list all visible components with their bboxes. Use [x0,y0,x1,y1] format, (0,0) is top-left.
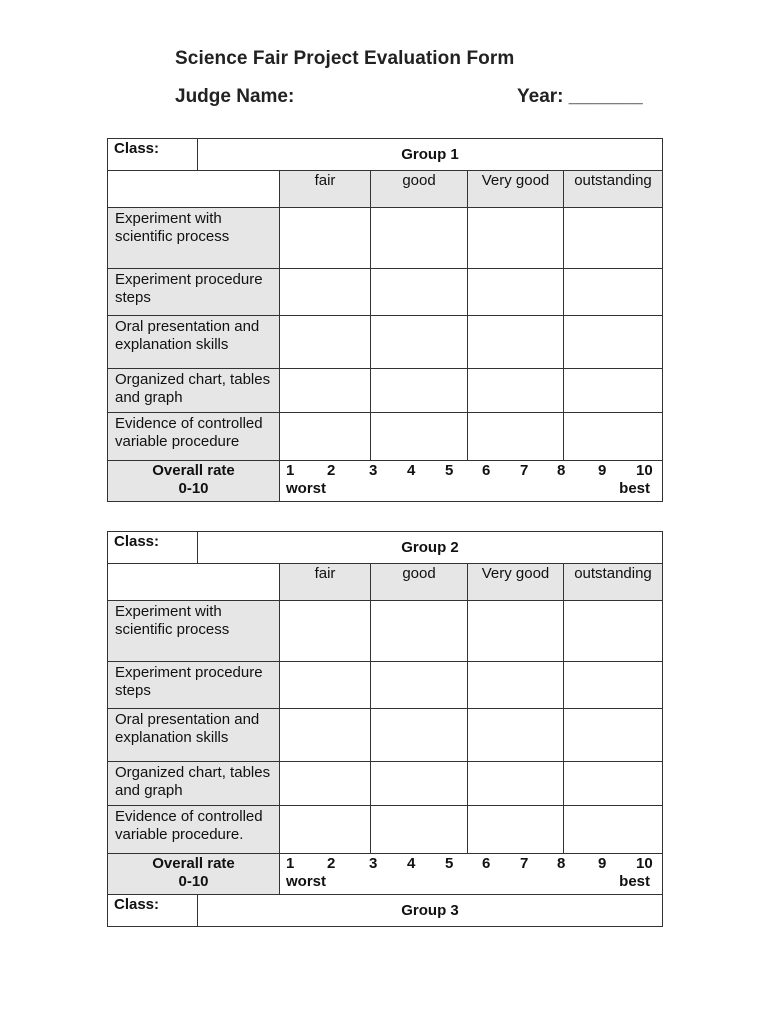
criterion-label: Experiment procedure steps [108,269,280,316]
score-cell[interactable] [564,662,663,709]
judge-name-label: Judge Name: [175,86,295,107]
scale-number: 7 [520,462,529,479]
score-cell[interactable] [468,369,564,413]
score-cell[interactable] [371,806,468,854]
group-1-evaluation-table [107,138,663,502]
overall-rate-scale[interactable] [280,854,663,895]
score-cell[interactable] [280,762,371,806]
year-label: Year: _______ [517,86,643,107]
class-label: Class: [108,532,198,564]
scale-number: 1 [286,462,295,479]
scale-number: 2 [327,462,336,479]
score-cell[interactable] [280,662,371,709]
rating-fair-header: fair [280,564,371,601]
score-cell[interactable] [564,208,663,269]
criterion-label: Organized chart, tables and graph [108,369,280,413]
criterion-label: Evidence of controlled variable procedure. [108,806,280,854]
scale-number: 2 [327,855,336,872]
score-cell[interactable] [468,413,564,461]
criterion-label: Organized chart, tables and graph [108,762,280,806]
scale-best-label: best [619,480,650,497]
scale-worst-label: worst [286,873,327,890]
score-cell[interactable] [468,601,564,662]
scale-number: 4 [407,462,416,479]
rating-good-header: good [371,171,468,208]
criterion-label: Evidence of controlled variable procedure [108,413,280,461]
score-cell[interactable] [564,601,663,662]
score-cell[interactable] [564,269,663,316]
scale-number: 4 [407,855,416,872]
score-cell[interactable] [371,316,468,369]
rating-fair-header: fair [280,171,371,208]
scale-number: 6 [482,462,491,479]
score-cell[interactable] [564,369,663,413]
blank-header-cell [108,171,280,208]
class-label: Class: [108,139,198,171]
overall-rate-label: Overall rate 0-10 [108,461,280,502]
score-cell[interactable] [468,316,564,369]
score-cell[interactable] [564,709,663,762]
group-title: Group 1 [198,139,663,171]
scale-best-label: best [619,873,650,890]
rating-outstanding-header: outstanding [564,171,663,208]
scale-number: 5 [445,855,454,872]
criterion-label: Oral presentation and explanation skills [108,709,280,762]
score-cell[interactable] [468,269,564,316]
score-cell[interactable] [280,601,371,662]
rating-outstanding-header: outstanding [564,564,663,601]
scale-number: 6 [482,855,491,872]
criterion-label: Experiment with scientific process [108,601,280,662]
scale-number: 9 [598,462,607,479]
group-2-evaluation-table [107,531,663,927]
score-cell[interactable] [564,806,663,854]
score-cell[interactable] [371,601,468,662]
scale-number: 8 [557,462,566,479]
scale-number: 7 [520,855,529,872]
criterion-label: Experiment procedure steps [108,662,280,709]
scale-number: 9 [598,855,607,872]
blank-header-cell [108,564,280,601]
scale-number: 10 [636,855,653,872]
scale-number: 3 [369,855,378,872]
scale-number: 3 [369,462,378,479]
score-cell[interactable] [468,662,564,709]
rating-good-header: good [371,564,468,601]
group-title: Group 2 [198,532,663,564]
overall-rate-label: Overall rate 0-10 [108,854,280,895]
score-cell[interactable] [468,806,564,854]
score-cell[interactable] [280,369,371,413]
scale-number: 1 [286,855,295,872]
criterion-label: Experiment with scientific process [108,208,280,269]
score-cell[interactable] [371,413,468,461]
scale-worst-label: worst [286,480,327,497]
rating-very-good-header: Very good [468,171,564,208]
criterion-label: Oral presentation and explanation skills [108,316,280,369]
score-cell[interactable] [564,413,663,461]
class-label: Class: [108,895,198,927]
group-title: Group 3 [198,895,663,927]
score-cell[interactable] [371,369,468,413]
score-cell[interactable] [468,762,564,806]
overall-rate-scale[interactable] [280,461,663,502]
score-cell[interactable] [371,762,468,806]
score-cell[interactable] [371,269,468,316]
score-cell[interactable] [564,316,663,369]
score-cell[interactable] [280,413,371,461]
score-cell[interactable] [280,709,371,762]
score-cell[interactable] [280,269,371,316]
rating-very-good-header: Very good [468,564,564,601]
score-cell[interactable] [371,709,468,762]
score-cell[interactable] [564,762,663,806]
score-cell[interactable] [468,208,564,269]
scale-number: 8 [557,855,566,872]
scale-number: 5 [445,462,454,479]
scale-number: 10 [636,462,653,479]
score-cell[interactable] [280,806,371,854]
score-cell[interactable] [468,709,564,762]
score-cell[interactable] [280,208,371,269]
score-cell[interactable] [371,662,468,709]
score-cell[interactable] [280,316,371,369]
score-cell[interactable] [371,208,468,269]
form-title: Science Fair Project Evaluation Form [175,48,515,69]
